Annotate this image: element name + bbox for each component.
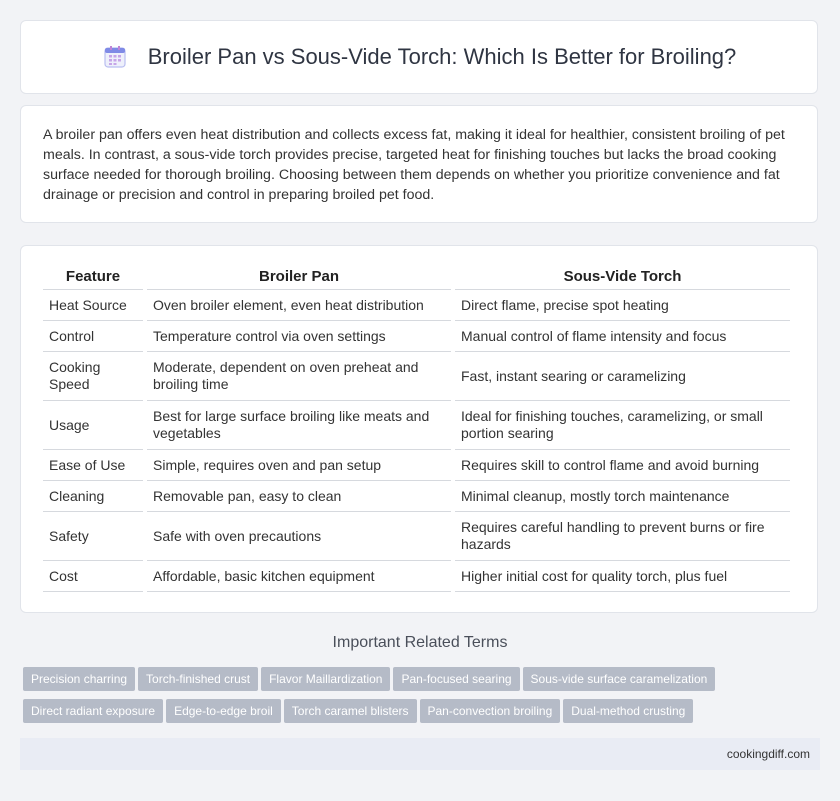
related-term-tag[interactable]: Edge-to-edge broil <box>166 699 281 723</box>
row-feature: Safety <box>43 512 143 561</box>
row-sous-vide-torch: Manual control of flame intensity and focus <box>455 321 790 352</box>
table-row <box>43 401 790 450</box>
related-term-tag[interactable]: Precision charring <box>23 667 135 691</box>
page-title <box>102 44 737 70</box>
table-row <box>43 321 790 352</box>
table-row <box>43 290 790 321</box>
row-broiler-pan: Removable pan, easy to clean <box>147 481 451 512</box>
row-broiler-pan: Best for large surface broiling like meats and vegetables <box>147 401 451 450</box>
table-row <box>43 450 790 481</box>
table-header-row <box>43 264 790 290</box>
comparison-card <box>20 245 818 613</box>
related-terms-list <box>23 667 823 731</box>
row-sous-vide-torch: Ideal for finishing touches, caramelizing, or small portion searing <box>455 401 790 450</box>
page-title-text: Broiler Pan vs Sous-Vide Torch: Which Is Better for Broiling? <box>147 44 737 69</box>
row-sous-vide-torch: Requires skill to control flame and avoid burning <box>455 450 790 481</box>
footer <box>20 738 820 770</box>
title-card <box>20 20 818 94</box>
related-term-tag[interactable]: Flavor Maillardization <box>261 667 390 691</box>
table-row <box>43 481 790 512</box>
intro-paragraph: A broiler pan offers even heat distribution and collects excess fat, making it ideal for healthier, consistent broiling of pet meals. In contrast, a sous-vide torch provides precise, targeted heat for finishing touches but lacks the broad cooking surface needed for thorough broiling. Choosing between them depends on whether you prioritize convenience and fat drainage or precision and control in preparing broiled pet food. <box>43 127 785 203</box>
row-broiler-pan: Simple, requires oven and pan setup <box>147 450 451 481</box>
header-broiler-pan: Broiler Pan <box>147 264 451 290</box>
row-feature: Cleaning <box>43 481 143 512</box>
calendar-icon <box>102 44 128 70</box>
related-term-tag[interactable]: Sous-vide surface caramelization <box>523 667 716 691</box>
row-feature: Cooking Speed <box>43 352 143 401</box>
related-term-tag[interactable]: Direct radiant exposure <box>23 699 163 723</box>
related-term-tag[interactable]: Torch caramel blisters <box>284 699 417 723</box>
comparison-table <box>39 264 794 592</box>
header-feature: Feature <box>43 264 143 290</box>
related-term-tag[interactable]: Torch-finished crust <box>138 667 258 691</box>
related-term-tag[interactable]: Pan-focused searing <box>393 667 519 691</box>
row-broiler-pan: Moderate, dependent on oven preheat and broiling time <box>147 352 451 401</box>
footer-site-link[interactable]: cookingdiff.com <box>726 747 810 761</box>
row-feature: Usage <box>43 401 143 450</box>
row-feature: Control <box>43 321 143 352</box>
row-sous-vide-torch: Fast, instant searing or caramelizing <box>455 352 790 401</box>
row-sous-vide-torch: Requires careful handling to prevent burns or fire hazards <box>455 512 790 561</box>
row-broiler-pan: Temperature control via oven settings <box>147 321 451 352</box>
intro-card <box>20 105 818 223</box>
table-row <box>43 512 790 561</box>
row-broiler-pan: Safe with oven precautions <box>147 512 451 561</box>
row-broiler-pan: Oven broiler element, even heat distribution <box>147 290 451 321</box>
table-row <box>43 561 790 592</box>
related-term-tag[interactable]: Pan-convection broiling <box>420 699 561 723</box>
related-terms-title: Important Related Terms <box>332 634 508 651</box>
row-feature: Cost <box>43 561 143 592</box>
row-sous-vide-torch: Minimal cleanup, mostly torch maintenance <box>455 481 790 512</box>
row-broiler-pan: Affordable, basic kitchen equipment <box>147 561 451 592</box>
row-feature: Heat Source <box>43 290 143 321</box>
table-row <box>43 352 790 401</box>
row-sous-vide-torch: Higher initial cost for quality torch, plus fuel <box>455 561 790 592</box>
row-feature: Ease of Use <box>43 450 143 481</box>
row-sous-vide-torch: Direct flame, precise spot heating <box>455 290 790 321</box>
header-sous-vide-torch: Sous-Vide Torch <box>455 264 790 290</box>
related-term-tag[interactable]: Dual-method crusting <box>563 699 693 723</box>
